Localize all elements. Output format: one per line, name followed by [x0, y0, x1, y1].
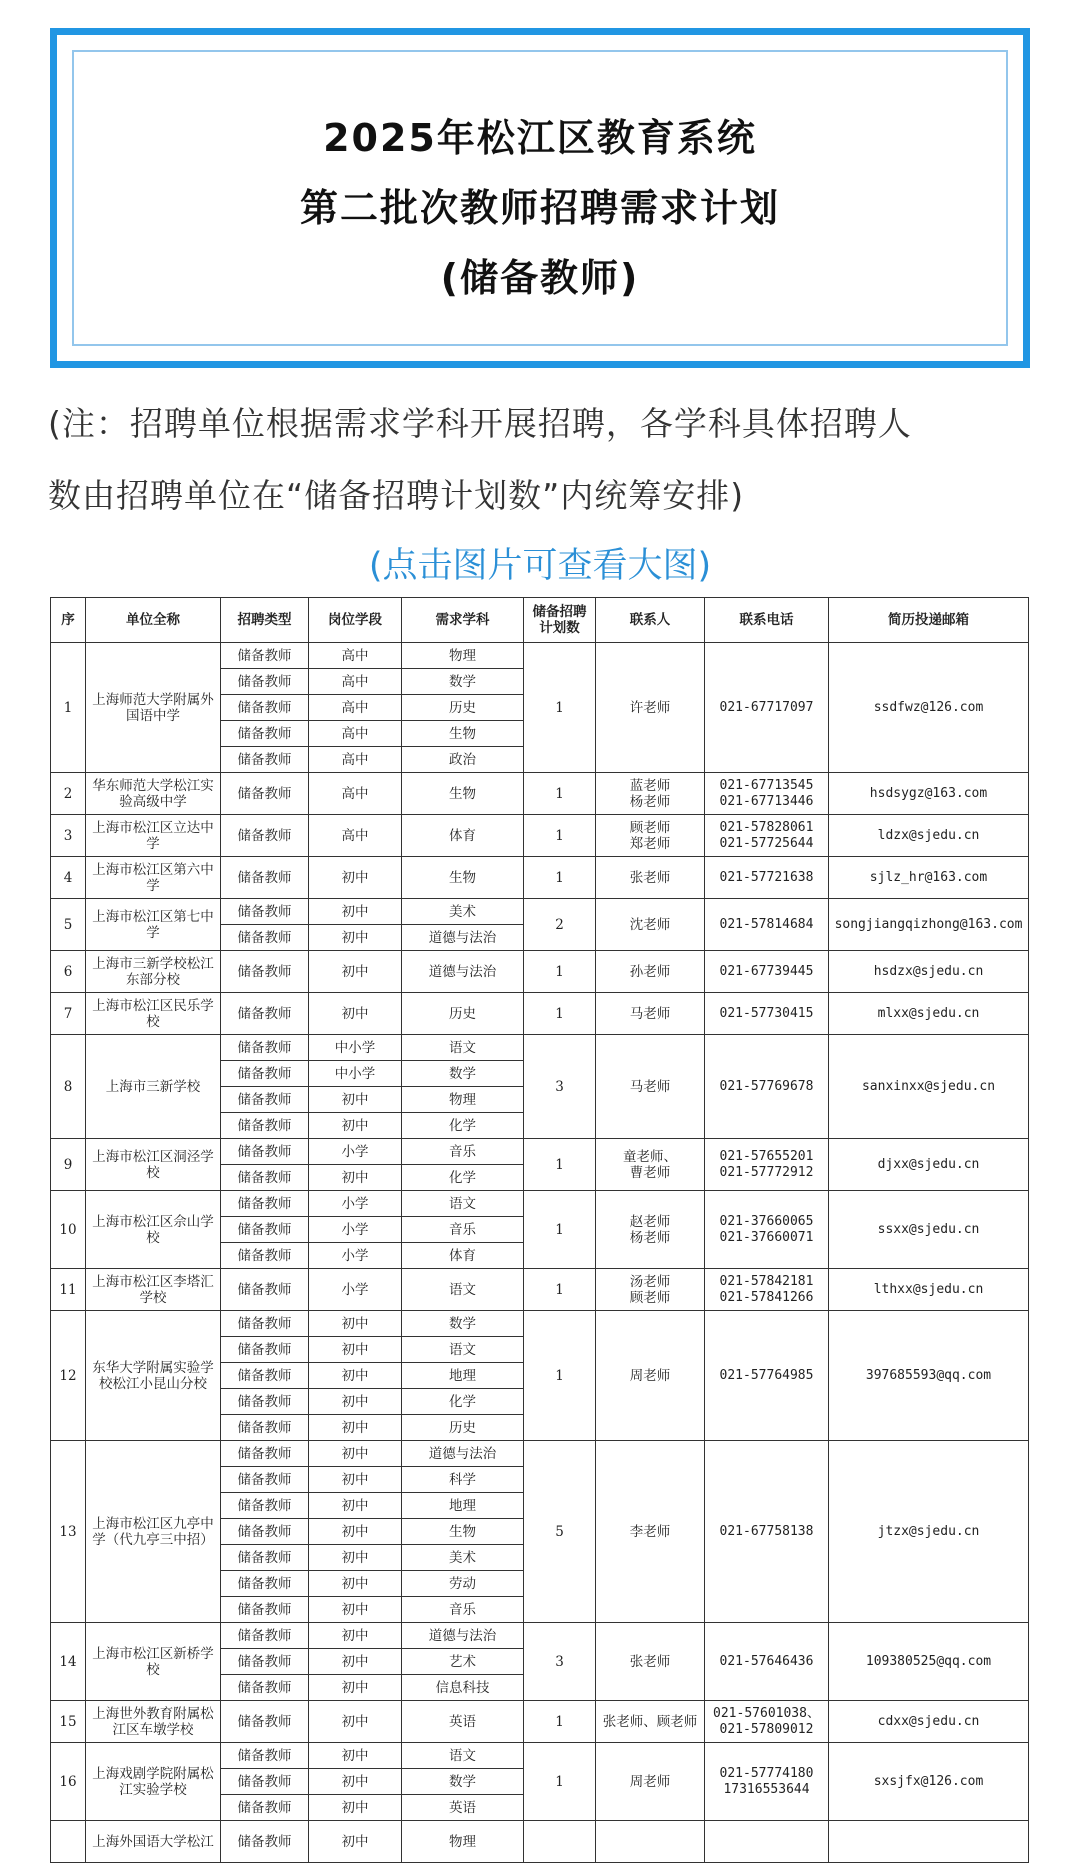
post-stage: 高中: [309, 695, 402, 721]
table-row: [51, 815, 1029, 857]
post-stage: 中小学: [309, 1035, 402, 1061]
recruit-type: 储备教师: [221, 1441, 309, 1467]
contact-phone: 021-57601038、 021-57809012: [705, 1701, 829, 1743]
contact-person: 周老师: [596, 1743, 705, 1821]
contact-phone: 021-67713545 021-67713446: [705, 773, 829, 815]
post-stage: 初中: [309, 1821, 402, 1863]
recruit-type: 储备教师: [221, 721, 309, 747]
plan-count: 3: [524, 1035, 596, 1139]
header-school: 单位全称: [86, 598, 221, 643]
school-no: 12: [51, 1311, 86, 1441]
subject: 语文: [402, 1269, 524, 1311]
subject: 道德与法治: [402, 1441, 524, 1467]
note-line-2: 数由招聘单位在“储备招聘计划数”内统筹安排): [48, 476, 745, 515]
recruit-type: 储备教师: [221, 1623, 309, 1649]
post-stage: 高中: [309, 747, 402, 773]
post-stage: 小学: [309, 1139, 402, 1165]
subject: 生物: [402, 1519, 524, 1545]
contact-phone: 021-57769678: [705, 1035, 829, 1139]
subject: 语文: [402, 1191, 524, 1217]
subject: 艺术: [402, 1649, 524, 1675]
title-line-2: 第二批次教师招聘需求计划: [299, 186, 780, 230]
subject: 生物: [402, 721, 524, 747]
school-no: 15: [51, 1701, 86, 1743]
post-stage: 小学: [309, 1269, 402, 1311]
recruit-type: 储备教师: [221, 815, 309, 857]
subject: 英语: [402, 1795, 524, 1821]
school-no: 3: [51, 815, 86, 857]
post-stage: 初中: [309, 1113, 402, 1139]
school-no: 2: [51, 773, 86, 815]
post-stage: 初中: [309, 1165, 402, 1191]
post-stage: 初中: [309, 1087, 402, 1113]
school-name: 上海市松江区新桥学校: [86, 1623, 221, 1701]
school-name: 上海市松江区立达中学: [86, 815, 221, 857]
recruit-type: 储备教师: [221, 1139, 309, 1165]
recruit-type: 储备教师: [221, 1035, 309, 1061]
school-no: 5: [51, 899, 86, 951]
post-stage: 初中: [309, 951, 402, 993]
post-stage: 初中: [309, 1415, 402, 1441]
post-stage: 初中: [309, 1441, 402, 1467]
table-row: [51, 1311, 1029, 1337]
subject: 化学: [402, 1165, 524, 1191]
subject: 物理: [402, 1821, 524, 1863]
school-no: [51, 1821, 86, 1863]
subject: 语文: [402, 1743, 524, 1769]
resume-email[interactable]: hsdzx@sjedu.cn: [829, 951, 1029, 993]
plan-count: 1: [524, 951, 596, 993]
plan-count: 5: [524, 1441, 596, 1623]
subject: 历史: [402, 1415, 524, 1441]
post-stage: 初中: [309, 1311, 402, 1337]
post-stage: 初中: [309, 1519, 402, 1545]
contact-phone: 021-57764985: [705, 1311, 829, 1441]
table-row: [51, 1441, 1029, 1467]
subject: 科学: [402, 1467, 524, 1493]
recruit-type: 储备教师: [221, 669, 309, 695]
post-stage: 初中: [309, 993, 402, 1035]
table-row: [51, 951, 1029, 993]
subject: 语文: [402, 1337, 524, 1363]
plan-count: 1: [524, 1701, 596, 1743]
recruit-type: 储备教师: [221, 1769, 309, 1795]
contact-person: 马老师: [596, 993, 705, 1035]
school-no: 13: [51, 1441, 86, 1623]
plan-count: 3: [524, 1623, 596, 1701]
table-body: [51, 643, 1029, 1863]
table-row: [51, 1821, 1029, 1863]
resume-email[interactable]: sxsjfx@126.com: [829, 1743, 1029, 1821]
contact-phone: 021-67758138: [705, 1441, 829, 1623]
note-line-1: (注：招聘单位根据需求学科开展招聘，各学科具体招聘人: [48, 404, 912, 443]
recruit-type: 储备教师: [221, 1217, 309, 1243]
school-name: 上海市三新学校: [86, 1035, 221, 1139]
recruit-type: 储备教师: [221, 1337, 309, 1363]
subject: 数学: [402, 1061, 524, 1087]
recruit-type: 储备教师: [221, 1087, 309, 1113]
plan-count: 1: [524, 1743, 596, 1821]
resume-email[interactable]: ssxx@sjedu.cn: [829, 1191, 1029, 1269]
subject: 政治: [402, 747, 524, 773]
title-line-3: (储备教师): [440, 256, 640, 300]
contact-phone: 021-57842181 021-57841266: [705, 1269, 829, 1311]
resume-email[interactable]: sanxinxx@sjedu.cn: [829, 1035, 1029, 1139]
contact-phone: 021-57721638: [705, 857, 829, 899]
subject: 道德与法治: [402, 1623, 524, 1649]
contact-phone: 021-57774180 17316553644: [705, 1743, 829, 1821]
header-stage: 岗位学段: [309, 598, 402, 643]
post-stage: 初中: [309, 1649, 402, 1675]
contact-person: 张老师、顾老师: [596, 1701, 705, 1743]
plan-count: 1: [524, 1311, 596, 1441]
contact-phone: 021-57655201 021-57772912: [705, 1139, 829, 1191]
recruit-type: 储备教师: [221, 1191, 309, 1217]
resume-email[interactable]: songjiangqizhong@163.com: [829, 899, 1029, 951]
table-row: [51, 857, 1029, 899]
recruit-type: 储备教师: [221, 1649, 309, 1675]
recruit-type: 储备教师: [221, 1701, 309, 1743]
subject: 英语: [402, 1701, 524, 1743]
school-name: 上海市松江区李塔汇学校: [86, 1269, 221, 1311]
recruit-type: 储备教师: [221, 899, 309, 925]
title-line-1: 2025年松江区教育系统: [323, 116, 757, 160]
recruit-type: 储备教师: [221, 1061, 309, 1087]
subject: 化学: [402, 1389, 524, 1415]
school-no: 1: [51, 643, 86, 773]
header-contact: 联系人: [596, 598, 705, 643]
contact-person: 童老师、 曹老师: [596, 1139, 705, 1191]
subject: 生物: [402, 857, 524, 899]
post-stage: 高中: [309, 721, 402, 747]
post-stage: 小学: [309, 1217, 402, 1243]
subject: 物理: [402, 1087, 524, 1113]
table-row: [51, 1623, 1029, 1649]
contact-person: 沈老师: [596, 899, 705, 951]
post-stage: 初中: [309, 1571, 402, 1597]
recruit-type: 储备教师: [221, 1493, 309, 1519]
subject: 劳动: [402, 1571, 524, 1597]
contact-person: 马老师: [596, 1035, 705, 1139]
resume-email[interactable]: mlxx@sjedu.cn: [829, 993, 1029, 1035]
school-no: 7: [51, 993, 86, 1035]
table-row: [51, 1743, 1029, 1769]
contact-phone: 021-57646436: [705, 1623, 829, 1701]
post-stage: 初中: [309, 1389, 402, 1415]
plan-count: 1: [524, 1269, 596, 1311]
plan-count: 1: [524, 643, 596, 773]
contact-phone: 021-57828061 021-57725644: [705, 815, 829, 857]
school-no: 16: [51, 1743, 86, 1821]
header-email: 简历投递邮箱: [829, 598, 1029, 643]
school-no: 8: [51, 1035, 86, 1139]
post-stage: 初中: [309, 1493, 402, 1519]
contact-phone: 021-57814684: [705, 899, 829, 951]
recruit-type: 储备教师: [221, 951, 309, 993]
post-stage: 初中: [309, 1467, 402, 1493]
contact-person: 张老师: [596, 1623, 705, 1701]
contact-person: 张老师: [596, 857, 705, 899]
table-row: [51, 1701, 1029, 1743]
header-type: 招聘类型: [221, 598, 309, 643]
recruit-type: 储备教师: [221, 1675, 309, 1701]
post-stage: 高中: [309, 815, 402, 857]
plan-count: 1: [524, 1191, 596, 1269]
recruit-type: 储备教师: [221, 643, 309, 669]
contact-phone: 021-67717097: [705, 643, 829, 773]
table-header-row: [51, 598, 1029, 643]
recruit-type: 储备教师: [221, 993, 309, 1035]
post-stage: 小学: [309, 1243, 402, 1269]
contact-person: 赵老师 杨老师: [596, 1191, 705, 1269]
school-name: 上海市松江区第六中学: [86, 857, 221, 899]
plan-count: 1: [524, 815, 596, 857]
recruit-type: 储备教师: [221, 1743, 309, 1769]
recruit-type: 储备教师: [221, 1415, 309, 1441]
plan-count: 1: [524, 1139, 596, 1191]
subject: 音乐: [402, 1597, 524, 1623]
subject: 道德与法治: [402, 951, 524, 993]
post-stage: 高中: [309, 643, 402, 669]
school-no: 10: [51, 1191, 86, 1269]
table-row: [51, 643, 1029, 669]
resume-email[interactable]: cdxx@sjedu.cn: [829, 1701, 1029, 1743]
recruitment-table: [50, 597, 1029, 1863]
recruit-type: 储备教师: [221, 1363, 309, 1389]
recruit-type: 储备教师: [221, 1597, 309, 1623]
post-stage: 初中: [309, 899, 402, 925]
contact-person: 孙老师: [596, 951, 705, 993]
recruit-type: 储备教师: [221, 773, 309, 815]
subject: 历史: [402, 993, 524, 1035]
table-row: [51, 1269, 1029, 1311]
subject: 生物: [402, 773, 524, 815]
post-stage: 初中: [309, 857, 402, 899]
plan-count: 1: [524, 857, 596, 899]
table-row: [51, 773, 1029, 815]
plan-count: 1: [524, 993, 596, 1035]
subject: 历史: [402, 695, 524, 721]
contact-phone: 021-67739445: [705, 951, 829, 993]
subject: 美术: [402, 1545, 524, 1571]
recruit-type: 储备教师: [221, 857, 309, 899]
school-no: 4: [51, 857, 86, 899]
subject: 信息科技: [402, 1675, 524, 1701]
school-no: 11: [51, 1269, 86, 1311]
post-stage: 初中: [309, 1363, 402, 1389]
click-to-enlarge-link[interactable]: (点击图片可查看大图): [368, 546, 712, 586]
resume-email[interactable]: lthxx@sjedu.cn: [829, 1269, 1029, 1311]
subject: 地理: [402, 1493, 524, 1519]
header-no: 序: [51, 598, 86, 643]
post-stage: 高中: [309, 773, 402, 815]
resume-email[interactable]: jtzx@sjedu.cn: [829, 1441, 1029, 1623]
post-stage: 初中: [309, 1795, 402, 1821]
post-stage: 初中: [309, 1623, 402, 1649]
subject: 数学: [402, 669, 524, 695]
subject: 道德与法治: [402, 925, 524, 951]
post-stage: 中小学: [309, 1061, 402, 1087]
school-name: 上海市松江区民乐学校: [86, 993, 221, 1035]
resume-email[interactable]: 397685593@qq.com: [829, 1311, 1029, 1441]
post-stage: 初中: [309, 1545, 402, 1571]
school-name: 上海师范大学附属外国语中学: [86, 643, 221, 773]
school-name: 上海世外教育附属松江区车墩学校: [86, 1701, 221, 1743]
post-stage: 初中: [309, 1337, 402, 1363]
recruit-type: 储备教师: [221, 1545, 309, 1571]
header-subject: 需求学科: [402, 598, 524, 643]
school-name: 华东师范大学松江实验高级中学: [86, 773, 221, 815]
plan-count: 2: [524, 899, 596, 951]
school-name: 上海市三新学校松江东部分校: [86, 951, 221, 993]
contact-person: [596, 1821, 705, 1863]
school-no: 14: [51, 1623, 86, 1701]
recruit-type: 储备教师: [221, 925, 309, 951]
school-name: 东华大学附属实验学校松江小昆山分校: [86, 1311, 221, 1441]
title-box: [50, 28, 1030, 368]
school-name: 上海戏剧学院附属松江实验学校: [86, 1743, 221, 1821]
note-paragraph: [48, 388, 1038, 532]
recruit-type: 储备教师: [221, 1113, 309, 1139]
contact-phone: 021-37660065 021-37660071: [705, 1191, 829, 1269]
contact-person: 李老师: [596, 1441, 705, 1623]
subject: 体育: [402, 1243, 524, 1269]
subject: 数学: [402, 1769, 524, 1795]
header-plan-count: 储备招聘计划数: [524, 598, 596, 643]
recruit-type: 储备教师: [221, 1795, 309, 1821]
school-name: 上海市松江区第七中学: [86, 899, 221, 951]
subject: 音乐: [402, 1139, 524, 1165]
school-name: 上海市松江区佘山学校: [86, 1191, 221, 1269]
contact-person: 周老师: [596, 1311, 705, 1441]
contact-phone: [705, 1821, 829, 1863]
recruit-type: 储备教师: [221, 1519, 309, 1545]
subject: 地理: [402, 1363, 524, 1389]
resume-email[interactable]: ldzx@sjedu.cn: [829, 815, 1029, 857]
resume-email[interactable]: djxx@sjedu.cn: [829, 1139, 1029, 1191]
subject: 音乐: [402, 1217, 524, 1243]
subject: 化学: [402, 1113, 524, 1139]
recruit-type: 储备教师: [221, 1311, 309, 1337]
table-row: [51, 1191, 1029, 1217]
contact-person: 顾老师 郑老师: [596, 815, 705, 857]
contact-person: 蓝老师 杨老师: [596, 773, 705, 815]
recruit-type: 储备教师: [221, 1467, 309, 1493]
table-row: [51, 1139, 1029, 1165]
recruit-type: 储备教师: [221, 695, 309, 721]
post-stage: 初中: [309, 1743, 402, 1769]
recruit-type: 储备教师: [221, 1269, 309, 1311]
resume-email[interactable]: [829, 1821, 1029, 1863]
school-name: 上海外国语大学松江: [86, 1821, 221, 1863]
subject: 语文: [402, 1035, 524, 1061]
resume-email[interactable]: ssdfwz@126.com: [829, 643, 1029, 773]
post-stage: 小学: [309, 1191, 402, 1217]
recruit-type: 储备教师: [221, 1571, 309, 1597]
school-name: 上海市松江区九亭中学（代九亭三中招）: [86, 1441, 221, 1623]
post-stage: 初中: [309, 1597, 402, 1623]
resume-email[interactable]: 109380525@qq.com: [829, 1623, 1029, 1701]
table-row: [51, 1035, 1029, 1061]
recruit-type: 储备教师: [221, 1243, 309, 1269]
header-phone: 联系电话: [705, 598, 829, 643]
school-no: 9: [51, 1139, 86, 1191]
recruit-type: 储备教师: [221, 1389, 309, 1415]
subject: 物理: [402, 643, 524, 669]
resume-email[interactable]: hsdsygz@163.com: [829, 773, 1029, 815]
table-row: [51, 899, 1029, 925]
contact-person: 汤老师 顾老师: [596, 1269, 705, 1311]
post-stage: 高中: [309, 669, 402, 695]
subject: 数学: [402, 1311, 524, 1337]
post-stage: 初中: [309, 925, 402, 951]
plan-count: [524, 1821, 596, 1863]
post-stage: 初中: [309, 1701, 402, 1743]
recruit-type: 储备教师: [221, 747, 309, 773]
school-no: 6: [51, 951, 86, 993]
plan-count: 1: [524, 773, 596, 815]
table-row: [51, 993, 1029, 1035]
subject: 美术: [402, 899, 524, 925]
resume-email[interactable]: sjlz_hr@163.com: [829, 857, 1029, 899]
post-stage: 初中: [309, 1675, 402, 1701]
recruit-type: 储备教师: [221, 1821, 309, 1863]
subject: 体育: [402, 815, 524, 857]
recruit-type: 储备教师: [221, 1165, 309, 1191]
contact-person: 许老师: [596, 643, 705, 773]
school-name: 上海市松江区洞泾学校: [86, 1139, 221, 1191]
post-stage: 初中: [309, 1769, 402, 1795]
contact-phone: 021-57730415: [705, 993, 829, 1035]
